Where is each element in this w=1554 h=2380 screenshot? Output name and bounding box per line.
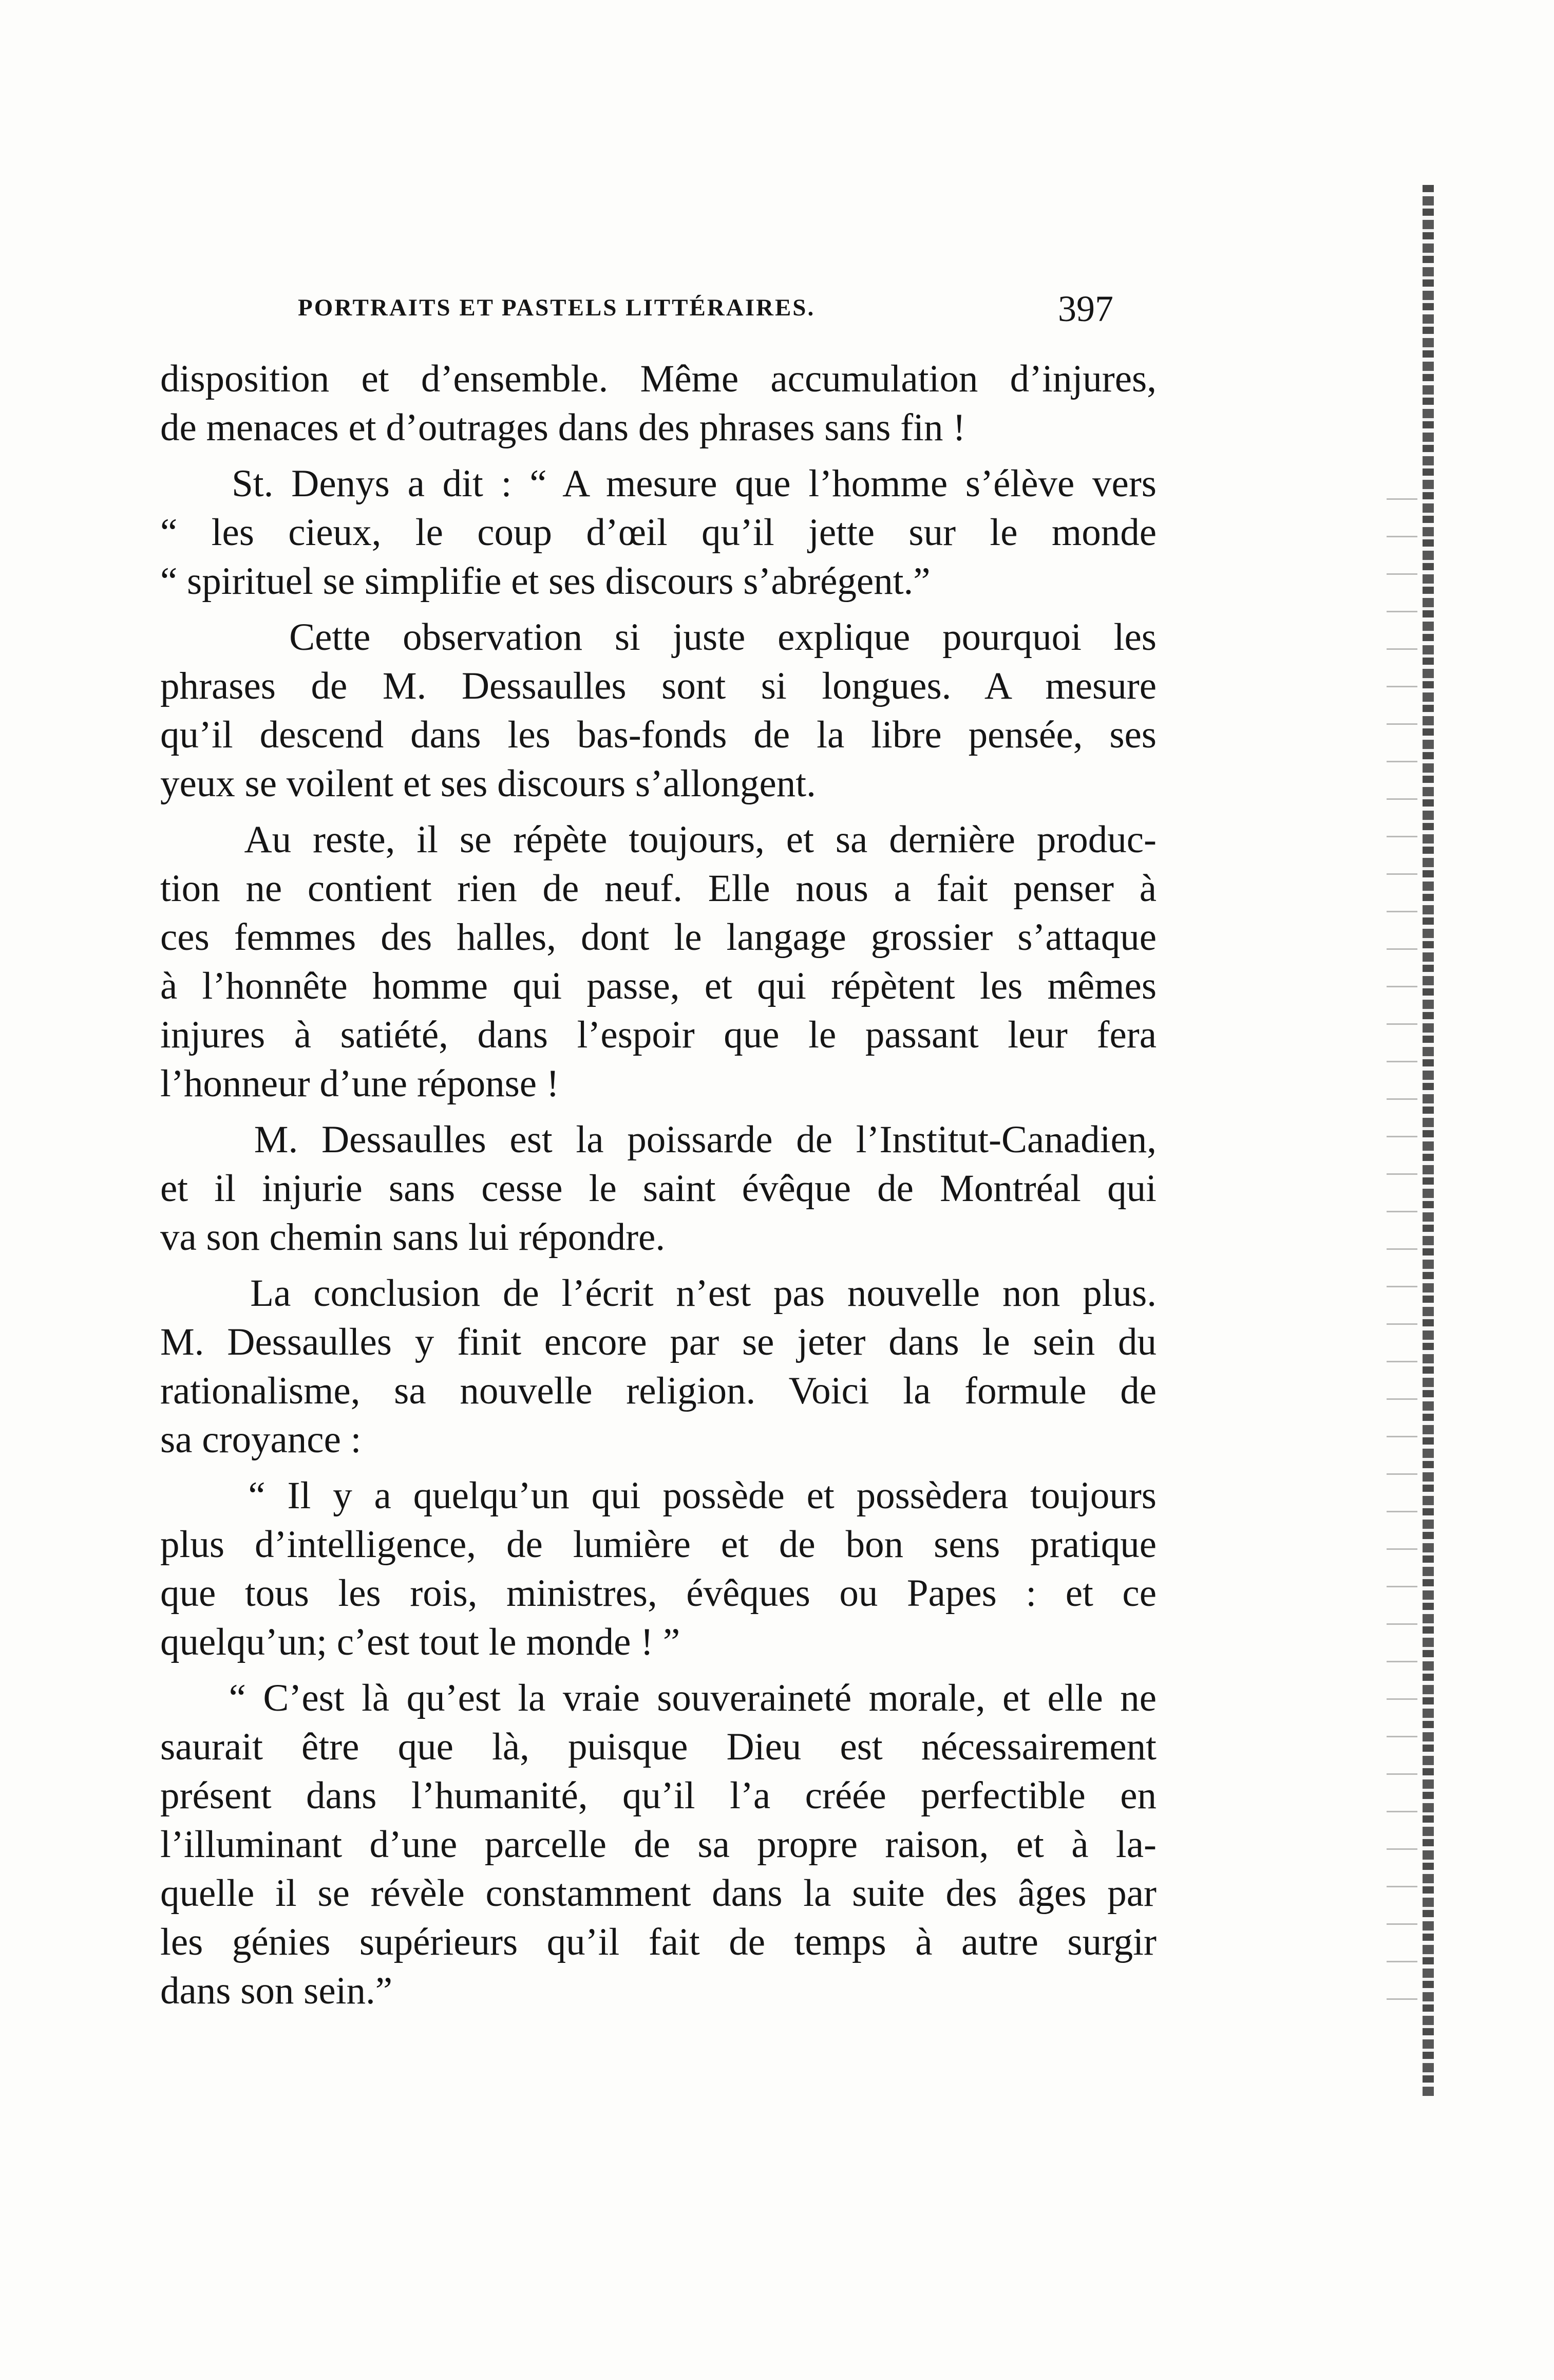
- text-line: M. Dessaulles est la poissarde de l’Institut-Canadien,: [160, 1118, 1157, 1161]
- text-line: et il injurie sans cesse le saint évêque de Montréal qui: [160, 1167, 1157, 1210]
- text-line: Cette observation si juste explique pourquoi les: [160, 616, 1157, 659]
- text-line: rationalisme, sa nouvelle religion. Voici la formule de: [160, 1370, 1157, 1412]
- text-line: “ C’est là qu’est la vraie souveraineté morale, et elle ne: [160, 1677, 1157, 1719]
- page-binding-edge: [1423, 185, 1434, 2096]
- text-line: St. Denys a dit : “ A mesure que l’homme s’élève vers: [160, 462, 1157, 505]
- text-line: saurait être que là, puisque Dieu est nécessairement: [160, 1726, 1157, 1768]
- text-line: quelle il se révèle constamment dans la suite des âges par: [160, 1872, 1157, 1915]
- text-line: les génies supérieurs qu’il fait de temps à autre surgir: [160, 1921, 1157, 1963]
- text-line: M. Dessaulles y finit encore par se jeter dans le sein du: [160, 1321, 1157, 1363]
- text-line: dans son sein.”: [160, 1970, 393, 2012]
- text-line: “ les cieux, le coup d’œil qu’il jette sur le monde: [160, 511, 1157, 554]
- text-line: qu’il descend dans les bas-fonds de la libre pensée, ses: [160, 714, 1157, 756]
- text-line: yeux se voilent et ses discours s’allongent.: [160, 762, 816, 805]
- text-line: plus d’intelligence, de lumière et de bon sens pratique: [160, 1523, 1157, 1566]
- text-line: sa croyance :: [160, 1418, 362, 1461]
- page-header: [298, 288, 1443, 345]
- text-line: Au reste, il se répète toujours, et sa dernière produc-: [160, 818, 1157, 861]
- text-line: à l’honnête homme qui passe, et qui répètent les mêmes: [160, 965, 1157, 1007]
- text-line: l’illuminant d’une parcelle de sa propre raison, et à la-: [160, 1823, 1157, 1866]
- running-title: PORTRAITS ET PASTELS LITTÉRAIRES.: [298, 294, 816, 321]
- text-line: tion ne contient rien de neuf. Elle nous a fait penser à: [160, 867, 1157, 910]
- text-line: La conclusion de l’écrit n’est pas nouvelle non plus.: [160, 1272, 1157, 1315]
- text-line: ces femmes des halles, dont le langage grossier s’attaque: [160, 916, 1157, 959]
- text-line: “ Il y a quelqu’un qui possède et possèdera toujours: [160, 1474, 1157, 1517]
- text-line: de menaces et d’outrages dans des phrases sans fin !: [160, 406, 966, 449]
- text-line: va son chemin sans lui répondre.: [160, 1216, 666, 1259]
- binding-shadow: [1387, 462, 1417, 2003]
- text-line: quelqu’un; c’est tout le monde ! ”: [160, 1621, 680, 1663]
- text-line: l’honneur d’une réponse !: [160, 1062, 559, 1105]
- text-line: que tous les rois, ministres, évêques ou Papes : et ce: [160, 1572, 1157, 1615]
- text-line: injures à satiété, dans l’espoir que le passant leur fera: [160, 1014, 1157, 1056]
- text-line: présent dans l’humanité, qu’il l’a créée perfectible en: [160, 1774, 1157, 1817]
- text-line: phrases de M. Dessaulles sont si longues. A mesure: [160, 665, 1157, 707]
- text-line: disposition et d’ensemble. Même accumulation d’injures,: [160, 358, 1157, 400]
- text-line: “ spirituel se simplifie et ses discours s’abrégent.”: [160, 560, 931, 603]
- page-number: 397: [1058, 288, 1113, 329]
